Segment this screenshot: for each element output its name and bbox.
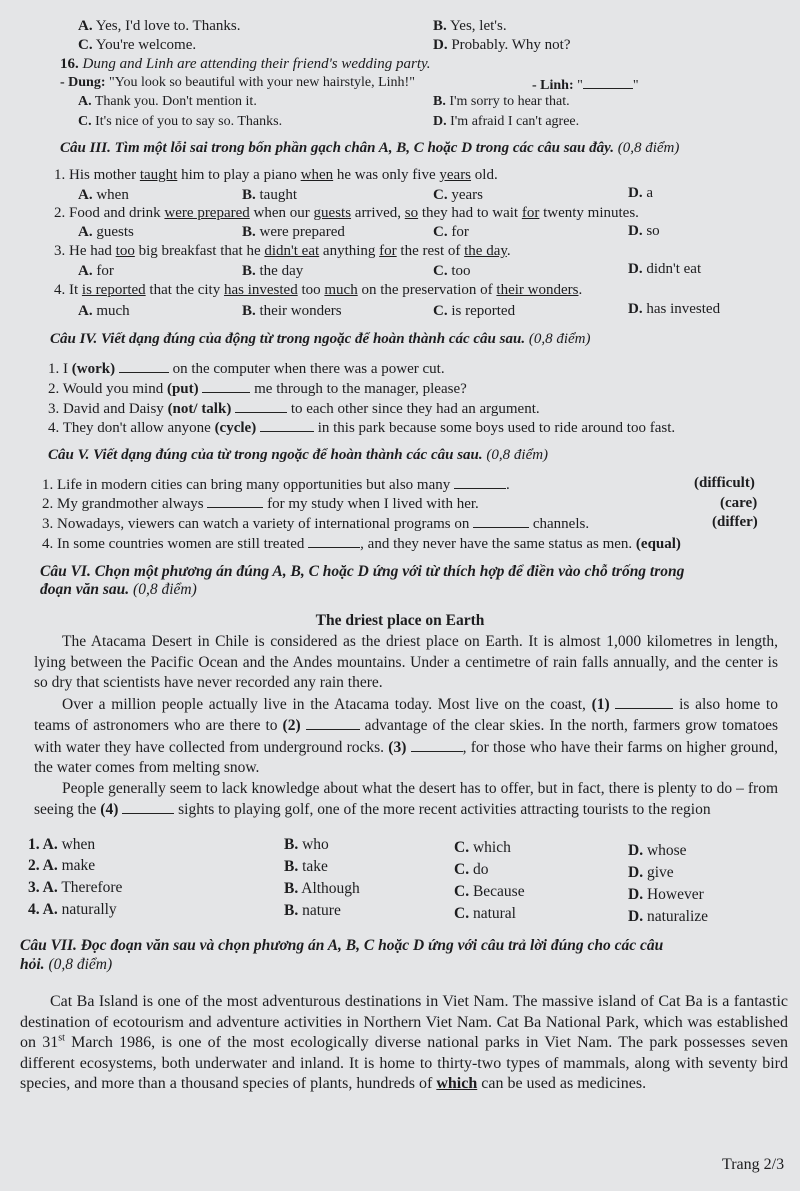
- s6-opt3-d: D. However: [628, 886, 704, 903]
- passage-blank-3: [411, 737, 463, 752]
- q16-linh: - Linh: " ": [532, 74, 639, 95]
- q16-option-a: A. Thank you. Don't mention it.: [78, 94, 257, 109]
- s3-q4-option-d: D. has invested: [628, 301, 721, 317]
- s6-opt2-d: D. give: [628, 864, 674, 881]
- passage-body: [34, 632, 778, 821]
- s3-q2-sentence: 2. Food and drink were prepared when our guests arrived, so they had to wait for twenty minutes.: [54, 205, 639, 221]
- passage-para-3: People generally seem to lack knowledge about what the desert has to offer, but in fact, there is plenty to do – from seeing the (4) sights to playing golf, one of the more recent activities attracting tourists to the region: [34, 779, 778, 818]
- s5-q3: 3. Nowadays, viewers can watch a variety of international programs on channels.: [42, 513, 589, 533]
- s6-opt1-b: B. who: [284, 836, 329, 853]
- s3-q2-option-b: B. were prepared: [242, 224, 345, 240]
- s3-q4-sentence: 4. It is reported that the city has invested too much on the preservation of their wonders.: [54, 282, 583, 298]
- section7-heading-line2: hỏi. (0,8 điểm): [20, 956, 113, 973]
- s5-q1: 1. Life in modern cities can bring many opportunities but also many .: [42, 474, 510, 494]
- s4-q1: 1. I (work) on the computer when there was a power cut.: [48, 358, 445, 378]
- s4-q2-blank: [202, 378, 250, 393]
- s6-opt1-d: D. whose: [628, 842, 687, 859]
- s3-q3-option-d: D. didn't eat: [628, 261, 702, 277]
- q15-option-d: D. Probably. Why not?: [433, 37, 571, 53]
- passage-para-1: The Atacama Desert in Chile is considered as the driest place on Earth. It is almost 1,000 kilometres in length, lying between the Pacific Ocean and the Andes mountains. Under a centimetre of rain falls annually, and the center is so dry that scientists have never recorded any rain there.: [34, 633, 778, 691]
- q15-option-b: B. Yes, let's.: [433, 18, 507, 34]
- s4-q2: 2. Would you mind (put) me through to the manager, please?: [48, 378, 467, 398]
- s3-q1-option-c: C. years: [433, 187, 483, 203]
- s3-q2-option-a: A. guests: [78, 224, 134, 240]
- s6-opt2-b: B. take: [284, 858, 328, 875]
- s4-q3-blank: [235, 398, 287, 413]
- section3-heading: Câu III. Tìm một lỗi sai trong bốn phần gạch chân A, B, C hoặc D trong các câu sau đây. (0,8 điểm): [60, 140, 680, 156]
- s6-opt3-b: B. Although: [284, 880, 360, 897]
- s3-q3-option-b: B. the day: [242, 263, 304, 279]
- s6-opt4-d: D. naturalize: [628, 908, 709, 925]
- s5-q2: 2. My grandmother always for my study when I lived with her.: [42, 493, 479, 513]
- passage-para-2: Over a million people actually live in the Atacama today. Most live on the coast, (1) is also home to teams of astronomers who are there to (2) advantage of the clear skies. In the north, farmers grow tomatoes with water they have collected from underground rocks. (3) , for those who have their farms on higher ground, the water comes from melting snow.: [34, 695, 778, 776]
- s3-q4-option-a: A. much: [78, 303, 130, 319]
- section7-heading-line1: Câu VII. Đọc đoạn văn sau và chọn phương án A, B, C hoặc D ứng với câu trả lời đúng cho các câu: [20, 937, 664, 954]
- passage-blank-2: [306, 715, 360, 730]
- s4-q4: 4. They don't allow anyone (cycle) in this park because some boys used to ride around too fast.: [48, 417, 675, 437]
- section6-heading-line2: đoạn văn sau. (0,8 điểm): [40, 581, 197, 598]
- s3-q1-option-b: B. taught: [242, 187, 298, 203]
- s3-q4-option-c: C. is reported: [433, 303, 516, 319]
- s3-q3-option-a: A. for: [78, 263, 114, 279]
- q15-option-c: C. You're welcome.: [78, 37, 197, 53]
- s5-q4-blank: [308, 533, 360, 548]
- s6-opt4-b: B. nature: [284, 902, 341, 919]
- s6-opt1-c: C. which: [454, 839, 511, 856]
- q16-prompt: 16. Dung and Linh are attending their friend's wedding party.: [60, 56, 431, 72]
- s5-q3-word: (differ): [712, 514, 758, 530]
- s3-q2-option-c: C. for: [433, 224, 469, 240]
- s5-q1-blank: [454, 474, 506, 489]
- s3-q4-option-b: B. their wonders: [242, 303, 342, 319]
- s6-opt4-c: C. natural: [454, 905, 516, 922]
- s5-q2-blank: [207, 493, 263, 508]
- s3-q1-option-a: A. when: [78, 187, 129, 203]
- cat-ba-passage: Cat Ba Island is one of the most adventurous destinations in Viet Nam. The massive island of Cat Ba is a fantastic destination of ecotourism and adventure activities in Northern Viet Nam. Cat Ba National Park, which was established on 31st March 1986, is one of the most ecologically diverse national parks in Viet Nam. The park possesses seven different ecosystems, both underwater and inland. It is home to thirty-two types of mammals, along with seventy bird species, and more than a thousand species of plants, hundreds of which can be used as medicines.: [20, 993, 789, 1092]
- s6-opt2-a: 2. A. make: [28, 857, 96, 874]
- section4-heading: Câu IV. Viết dạng đúng của động từ trong ngoặc để hoàn thành các câu sau. (0,8 điểm): [50, 331, 591, 347]
- s4-q4-blank: [260, 417, 314, 432]
- s3-q1-option-d: D. a: [628, 185, 654, 201]
- which-underlined: which: [436, 1075, 478, 1092]
- s6-opt4-a: 4. A. naturally: [28, 901, 117, 918]
- q16-option-c: C. It's nice of you to say so. Thanks.: [78, 114, 283, 129]
- s5-q1-word: (difficult): [694, 475, 755, 491]
- s6-opt3-c: C. Because: [454, 883, 525, 900]
- section5-heading: Câu V. Viết dạng đúng của từ trong ngoặc để hoàn thành các câu sau. (0,8 điểm): [48, 447, 549, 463]
- section6-heading-line1: Câu VI. Chọn một phương án đúng A, B, C hoặc D ứng với từ thích hợp để điền vào chỗ trống trong: [40, 563, 685, 580]
- q16-dialogue: - Dung: "You look so beautiful with your new hairstyle, Linh!": [60, 75, 415, 90]
- q16-option-d: D. I'm afraid I can't agree.: [433, 114, 580, 129]
- q16-blank: [583, 74, 633, 89]
- page-number: Trang 2/3: [722, 1156, 785, 1173]
- s3-q3-sentence: 3. He had too big breakfast that he didn't eat anything for the rest of the day.: [54, 243, 511, 259]
- s6-opt3-a: 3. A. Therefore: [28, 879, 123, 896]
- s4-q1-blank: [119, 358, 169, 373]
- s3-q3-option-c: C. too: [433, 263, 471, 279]
- s5-q3-blank: [473, 513, 529, 528]
- passage-blank-4: [122, 799, 174, 814]
- s5-q4: 4. In some countries women are still treated , and they never have the same status as men. (equal): [42, 533, 681, 553]
- passage-blank-1: [615, 694, 673, 709]
- s3-q2-option-d: D. so: [628, 223, 660, 239]
- s5-q2-word: (care): [720, 495, 758, 511]
- s3-q1-sentence: 1. His mother taught him to play a piano when he was only five years old.: [54, 167, 498, 183]
- q15-option-a: A. Yes, I'd love to. Thanks.: [78, 18, 241, 34]
- passage-title: The driest place on Earth: [315, 612, 485, 629]
- s4-q3: 3. David and Daisy (not/ talk) to each other since they had an argument.: [48, 398, 540, 418]
- s6-opt2-c: C. do: [454, 861, 489, 878]
- s6-opt1-a: 1. A. when: [28, 836, 96, 853]
- q16-option-b: B. I'm sorry to hear that.: [433, 94, 570, 109]
